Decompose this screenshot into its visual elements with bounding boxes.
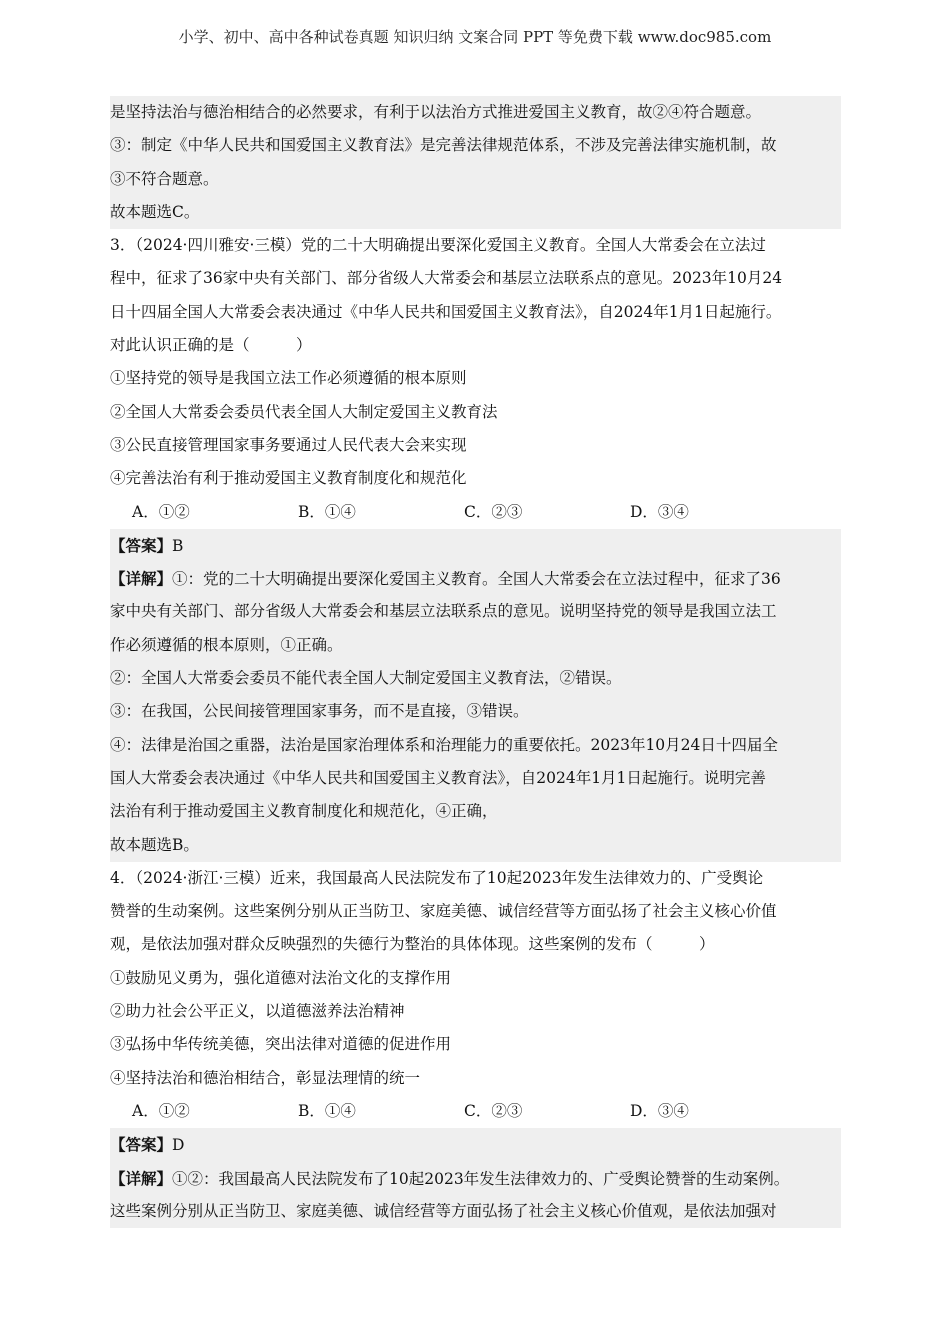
detail-line: 故本题选B。 <box>110 829 841 862</box>
answer-tag: 【答案】 <box>110 535 173 555</box>
text-line: 是坚持法治与德治相结合的必然要求，有利于以法治方式推进爱国主义教育，故②④符合题意。 <box>110 96 841 129</box>
option-c: C．②③ <box>464 1101 523 1120</box>
statement-item: ③公民直接管理国家事务要通过人民代表大会来实现 <box>110 435 467 454</box>
option-a: A．①② <box>132 1101 190 1120</box>
detail-line: ③：在我国，公民间接管理国家事务，而不是直接，③错误。 <box>110 695 841 728</box>
statement-item: ①坚持党的领导是我国立法工作必须遵循的根本原则 <box>110 369 467 388</box>
detail-line: 家中央有关部门、部分省级人大常委会和基层立法联系点的意见。说明坚持党的领导是我国立法工 <box>110 595 841 628</box>
question-stem-line: 3．（2024·四川雅安·三模）党的二十大明确提出要深化爱国主义教育。全国人大常委会在立法过 <box>110 236 766 255</box>
detail-text: ①②：我国最高人民法院发布了10起2023年发生法律效力的、广受舆论赞誉的生动案例。 <box>172 1169 790 1188</box>
question-3 <box>110 229 841 862</box>
question-4 <box>110 862 841 1228</box>
detail-tag: 【详解】 <box>110 1168 173 1188</box>
question-stem-line: 程中，征求了36家中央有关部门、部分省级人大常委会和基层立法联系点的意见。2023年10月24 <box>110 269 783 288</box>
detail-line: 法治有利于推动爱国主义教育制度化和规范化，④正确， <box>110 795 841 828</box>
detail-text: ①：党的二十大明确提出要深化爱国主义教育。全国人大常委会在立法过程中，征求了36 <box>172 570 781 589</box>
answer-value: D <box>172 1136 185 1155</box>
detail-line <box>110 562 841 595</box>
option-d: D．③④ <box>630 502 689 521</box>
answer-line <box>110 529 841 562</box>
answer-options <box>110 496 841 529</box>
statement-item: ③弘扬中华传统美德，突出法律对道德的促进作用 <box>110 1035 452 1054</box>
detail-line: 作必须遵循的根本原则，①正确。 <box>110 629 841 662</box>
prev-explanation <box>110 96 841 229</box>
option-d: D．③④ <box>630 1101 689 1120</box>
question-stem-line: 日十四届全国人大常委会表决通过《中华人民共和国爱国主义教育法》，自2024年1月1日起施行。 <box>110 302 782 321</box>
answer-tag: 【答案】 <box>110 1135 173 1155</box>
detail-line: 这些案例分别从正当防卫、家庭美德、诚信经营等方面弘扬了社会主义核心价值观，是依法加强对 <box>110 1195 841 1228</box>
option-c: C．②③ <box>464 502 523 521</box>
page-header: 小学、初中、高中各种试卷真题 知识归纳 文案合同 PPT 等免费下载 www.doc985.com <box>178 28 772 46</box>
statement-item: ①鼓励见义勇为，强化道德对法治文化的支撑作用 <box>110 968 452 987</box>
detail-line: ④：法律是治国之重器，法治是国家治理体系和治理能力的重要依托。2023年10月24日十四届全 <box>110 729 841 762</box>
text-line: ③不符合题意。 <box>110 163 841 196</box>
answer-line <box>110 1128 841 1161</box>
detail-line: 国人大常委会表决通过《中华人民共和国爱国主义教育法》，自2024年1月1日起施行。说明完善 <box>110 762 841 795</box>
option-a: A．①② <box>132 502 190 521</box>
question-stem-line: 观，是依法加强对群众反映强烈的失德行为整治的具体体现。这些案例的发布（ ） <box>110 935 715 954</box>
detail-line <box>110 1162 841 1195</box>
option-b: B．①④ <box>298 1101 356 1120</box>
document-body <box>110 96 841 1228</box>
detail-tag: 【详解】 <box>110 569 173 589</box>
detail-line: ②：全国人大常委会委员不能代表全国人大制定爱国主义教育法，②错误。 <box>110 662 841 695</box>
question-stem-line: 对此认识正确的是（ ） <box>110 336 312 355</box>
answer-value: B <box>172 536 184 555</box>
text-line: 故本题选C。 <box>110 196 841 229</box>
option-b: B．①④ <box>298 502 356 521</box>
statement-item: ④坚持法治和德治相结合，彰显法理情的统一 <box>110 1068 421 1087</box>
statement-item: ②助力社会公平正义，以道德滋养法治精神 <box>110 1002 405 1021</box>
question-stem-line: 赞誉的生动案例。这些案例分别从正当防卫、家庭美德、诚信经营等方面弘扬了社会主义核心价值 <box>110 902 777 921</box>
statement-item: ②全国人大常委会委员代表全国人大制定爱国主义教育法 <box>110 402 498 421</box>
statement-item: ④完善法治有利于推动爱国主义教育制度化和规范化 <box>110 469 467 488</box>
answer-options <box>110 1095 841 1128</box>
text-line: ③：制定《中华人民共和国爱国主义教育法》是完善法律规范体系，不涉及完善法律实施机制，故 <box>110 129 841 162</box>
question-stem-line: 4．（2024·浙江·三模）近来，我国最高人民法院发布了10起2023年发生法律效力的、广受舆论 <box>110 868 764 887</box>
